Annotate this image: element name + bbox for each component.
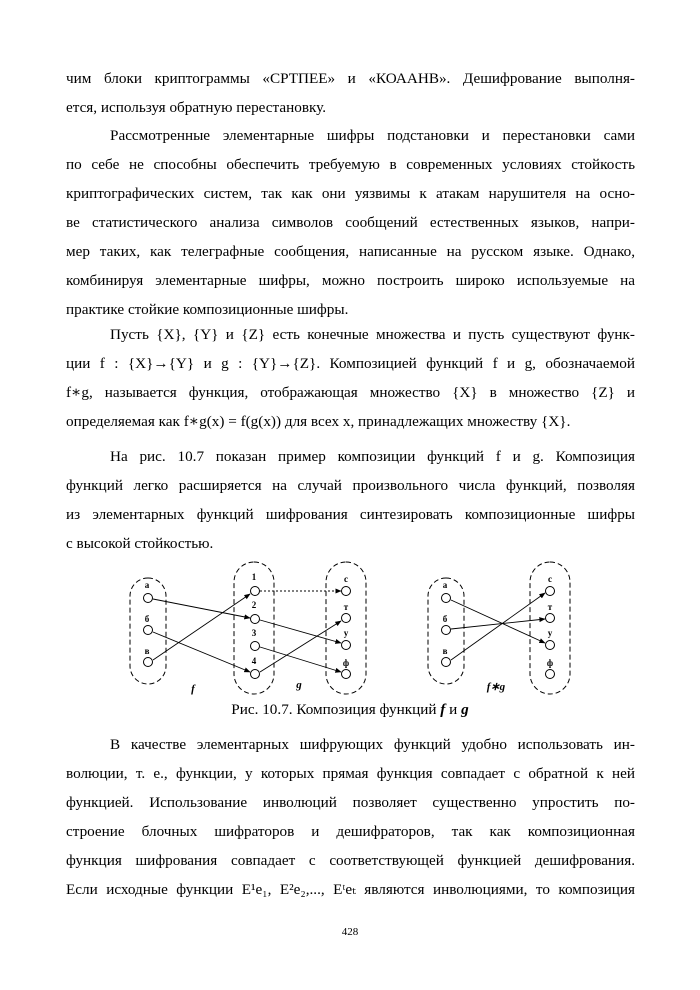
caption-g: g bbox=[461, 701, 469, 718]
text-line: Рассмотренные элементарные шифры подстановки и перестановки сами bbox=[110, 127, 635, 144]
text-line: ве статистического анализа символов сообщений естественных языков, напри- bbox=[66, 214, 635, 231]
text-line: комбинируя элементарные шифры, можно построить широко используемые на bbox=[66, 272, 635, 289]
text-line: функция шифрования совпадает с соответствующей функцией дешифрования. bbox=[66, 852, 635, 869]
text-line: мер таких, как телеграфные сообщения, написанные на русском языке. Однако, bbox=[66, 243, 635, 260]
node-label-b: б bbox=[144, 614, 150, 624]
text-line: ции f : {X}→{Y} и g : {Y}→{Z}. Композицией функций f и g, обозначаемой bbox=[66, 355, 635, 372]
node-label-2: 2 bbox=[251, 600, 257, 610]
node-label-f-right: ф bbox=[546, 658, 554, 668]
node-label-4: 4 bbox=[251, 656, 257, 666]
arrow-4-t bbox=[260, 621, 341, 672]
node-a bbox=[144, 594, 153, 603]
node-v bbox=[144, 658, 153, 667]
text-line: строение блочных шифраторов и дешифраторов, так как композиционная bbox=[66, 823, 635, 840]
paragraph-4 bbox=[66, 442, 635, 558]
node-label-a-right: а bbox=[442, 580, 448, 590]
node-u bbox=[342, 641, 351, 650]
node-s-right bbox=[546, 587, 555, 596]
label-g: g bbox=[296, 679, 302, 691]
text-line: функций легко расширяется на случай произвольного числа функций, позволяя bbox=[66, 477, 635, 494]
text-line: На рис. 10.7 показан пример композиции функций f и g. Композиция bbox=[110, 448, 635, 465]
left-diagram bbox=[130, 562, 366, 695]
node-3 bbox=[251, 642, 260, 651]
text-line: В качестве элементарных шифрующих функций удобно использовать ин- bbox=[110, 736, 635, 753]
text-line: криптографических систем, так как они уязвимы к атакам нарушителя на осно- bbox=[66, 185, 635, 202]
label-f: f bbox=[191, 683, 195, 695]
paragraph-5 bbox=[66, 730, 635, 904]
paragraph-2 bbox=[66, 121, 635, 324]
arrow-b-t bbox=[451, 619, 545, 629]
node-label-3: 3 bbox=[251, 628, 257, 638]
text-line: волюции, т. е., функции, у которых прямая функция совпадает с обратной к ней bbox=[66, 765, 635, 782]
node-f bbox=[342, 670, 351, 679]
paragraph-3 bbox=[66, 320, 635, 436]
node-label-u: у bbox=[343, 628, 349, 638]
node-b bbox=[144, 626, 153, 635]
arrow-v-s bbox=[451, 593, 545, 660]
node-v-right bbox=[442, 658, 451, 667]
figure-caption bbox=[0, 701, 700, 719]
text-line: по себе не способны обеспечить требуемую в современных условиях стойкость bbox=[66, 156, 635, 173]
node-4 bbox=[251, 670, 260, 679]
node-label-f: ф bbox=[342, 658, 350, 668]
node-u-right bbox=[546, 641, 555, 650]
node-label-v-right: в bbox=[442, 646, 448, 656]
node-label-u-right: у bbox=[547, 628, 553, 638]
node-label-1: 1 bbox=[251, 572, 257, 582]
node-label-t-right: т bbox=[547, 602, 553, 612]
label-fg: f∗g bbox=[486, 681, 506, 693]
node-t bbox=[342, 614, 351, 623]
arrow-a-u bbox=[451, 600, 545, 643]
arrow-v-1 bbox=[153, 594, 250, 660]
arrow-b-4 bbox=[153, 632, 250, 672]
node-label-a: а bbox=[144, 580, 150, 590]
node-b-right bbox=[442, 626, 451, 635]
node-s bbox=[342, 587, 351, 596]
text-line: чим блоки криптограммы «СРТПЕЕ» и «КОААНВ». Дешифрование выполня- bbox=[66, 70, 635, 87]
caption-f: f bbox=[440, 701, 446, 718]
paragraph-1 bbox=[66, 64, 635, 122]
text-line: Пусть {X}, {Y} и {Z} есть конечные множества и пусть существуют функ- bbox=[110, 326, 635, 343]
right-diagram bbox=[428, 562, 570, 694]
arrow-3-f bbox=[260, 647, 341, 672]
text-line: Если исходные функции E¹e₁, E²e₂,..., Eᵗeₜ являются инволюциями, то композиция bbox=[66, 881, 635, 898]
node-label-t: т bbox=[343, 602, 349, 612]
text-line: определяемая как f∗g(x) = f(g(x)) для всех x, принадлежащих множеству {X}. bbox=[66, 413, 571, 430]
node-label-v: в bbox=[144, 646, 150, 656]
text-line: f∗g, называется функция, отображающая множество {X} в множество {Z} и bbox=[66, 384, 635, 401]
text-line: с высокой стойкостью. bbox=[66, 535, 214, 552]
node-2 bbox=[251, 615, 260, 624]
node-label-s-right: с bbox=[548, 574, 552, 584]
page-number: 428 bbox=[341, 926, 359, 938]
text-line: функцией. Использование инволюций позволяет существенно упростить по- bbox=[66, 794, 635, 811]
node-a-right bbox=[442, 594, 451, 603]
text-line: ется, используя обратную перестановку. bbox=[66, 99, 327, 116]
caption-and: и bbox=[445, 701, 462, 718]
node-1 bbox=[251, 587, 260, 596]
text-line: практике стойкие композиционные шифры. bbox=[66, 301, 349, 318]
node-label-s: с bbox=[344, 574, 348, 584]
text-line: из элементарных функций шифрования синтезировать композиционные шифры bbox=[66, 506, 635, 523]
node-t-right bbox=[546, 614, 555, 623]
arrow-a-2 bbox=[153, 599, 250, 618]
arrow-2-u bbox=[260, 620, 341, 643]
node-f-right bbox=[546, 670, 555, 679]
composition-figure bbox=[110, 558, 580, 698]
caption-prefix: Рис. 10.7. Композиция функций bbox=[231, 701, 441, 718]
node-label-b-right: б bbox=[442, 614, 448, 624]
